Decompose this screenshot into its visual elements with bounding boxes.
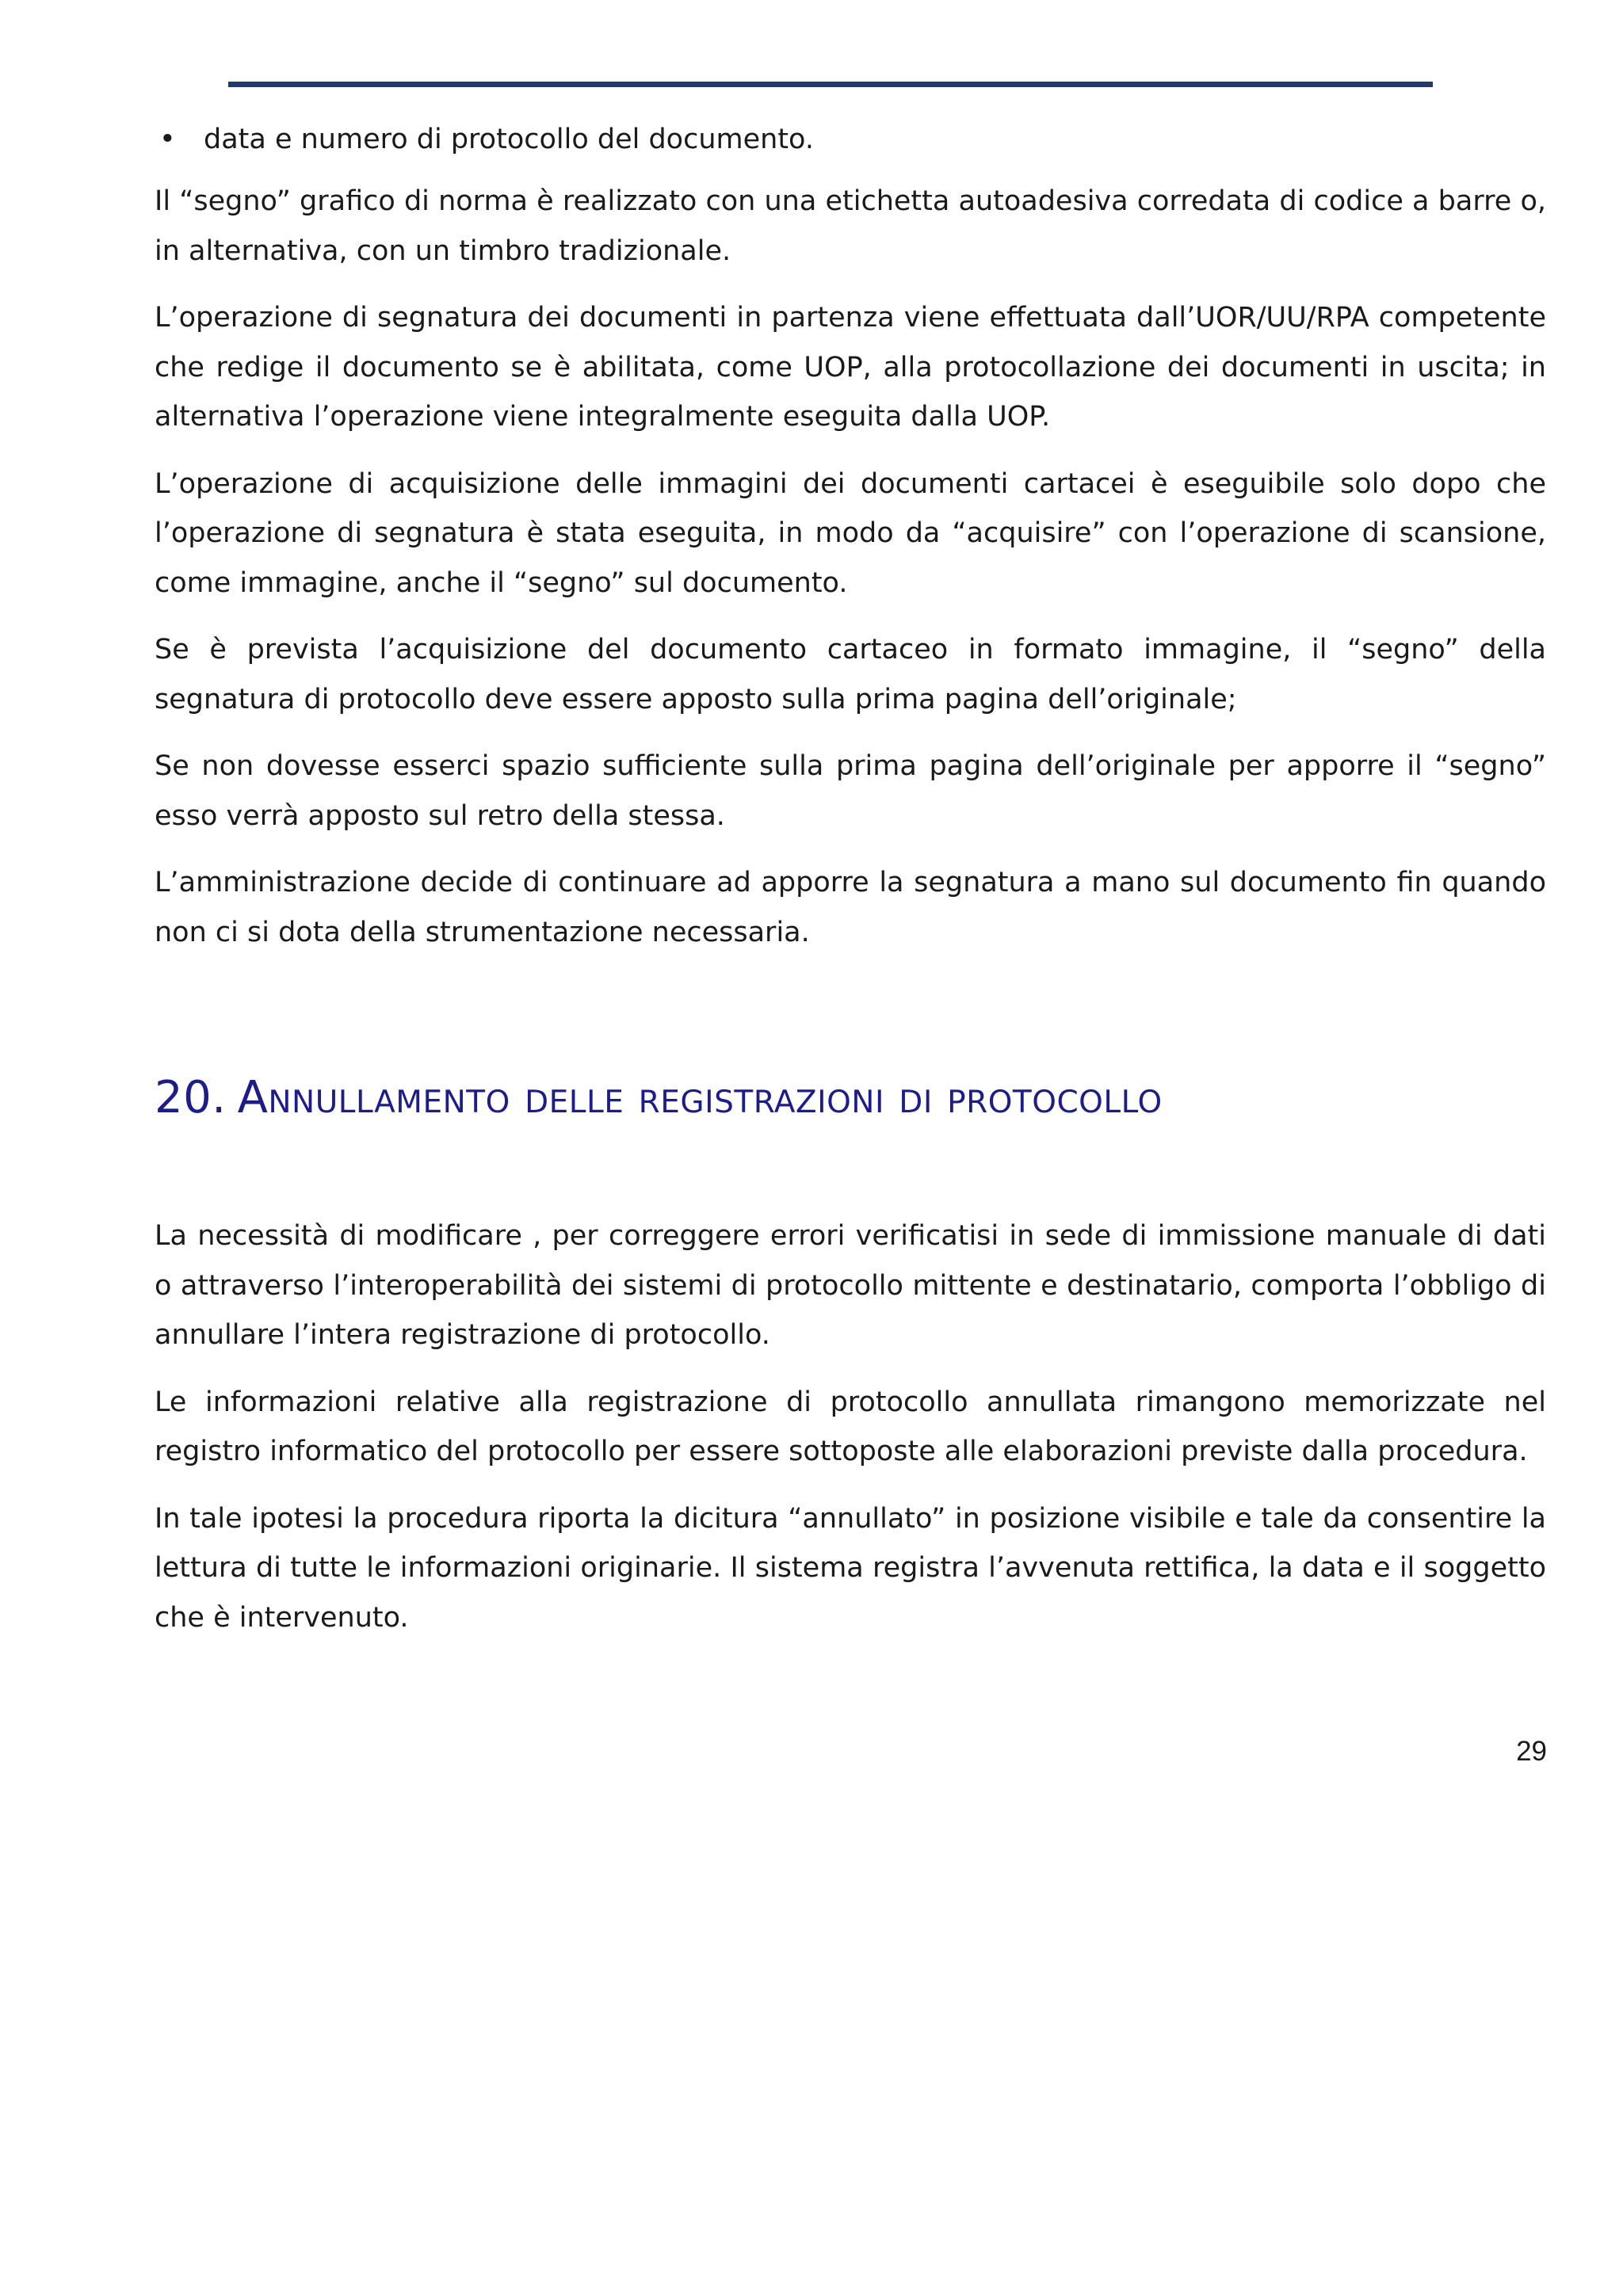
section-number: 20. — [155, 1072, 227, 1123]
page-body — [155, 115, 1546, 1660]
section-heading — [155, 1070, 1546, 1126]
paragraph: L’amministrazione decide di continuare ad apporre la segnatura a mano sul documento fin quando non ci si dota della strumentazione necessaria. — [155, 867, 1546, 948]
bullet-marker: • — [159, 124, 176, 155]
paragraph: Se non dovesse esserci spazio sufficiente sulla prima pagina dell’originale per apporre il “segno” esso verrà apposto sul retro della stessa. — [155, 750, 1546, 832]
bullet-text: data e numero di protocollo del documento. — [204, 124, 814, 155]
bullet-item — [155, 115, 1546, 164]
paragraph: L’operazione di acquisizione delle immagini dei documenti cartacei è eseguibile solo dopo che l’operazione di segnatura è stata eseguita, in modo da “acquisire” con l’operazione di scansione, come immagine, anche il “segno” sul documento. — [155, 467, 1546, 599]
paragraph: Se è prevista l’acquisizione del documento cartaceo in formato immagine, il “segno” della segnatura di protocollo deve essere apposto sulla prima pagina dell’originale; — [155, 634, 1546, 715]
paragraph: L’operazione di segnatura dei documenti in partenza viene effettuata dall’UOR/UU/RPA competente che redige il documento se è abilitata, come UOP, alla protocollazione dei documenti in uscita; in alternativa l’operazione viene integralmente eseguita dalla UOP. — [155, 302, 1546, 433]
page-number: 29 — [1516, 1736, 1547, 1767]
paragraph: Il “segno” grafico di norma è realizzato con una etichetta autoadesiva corredata di codice a barre o, in alternativa, con un timbro tradizionale. — [155, 185, 1546, 267]
header-rule — [228, 82, 1433, 87]
paragraph: La necessità di modificare , per correggere errori verificatisi in sede di immissione manuale di dati o attraverso l’interoperabilità dei sistemi di protocollo mittente e destinatario, comporta l’obbligo di annullare l’intera registrazione di protocollo. — [155, 1220, 1546, 1351]
section-title: Annullamento delle registrazioni di protocollo — [237, 1072, 1163, 1123]
paragraph: In tale ipotesi la procedura riporta la dicitura “annullato” in posizione visibile e tale da consentire la lettura di tutte le informazioni originarie. Il sistema registra l’avvenuta rettifica, la data e il soggetto che è intervenuto. — [155, 1502, 1546, 1634]
paragraph: Le informazioni relative alla registrazione di protocollo annullata rimangono memorizzate nel registro informatico del protocollo per essere sottoposte alle elaborazioni previste dalla procedura. — [155, 1386, 1546, 1467]
